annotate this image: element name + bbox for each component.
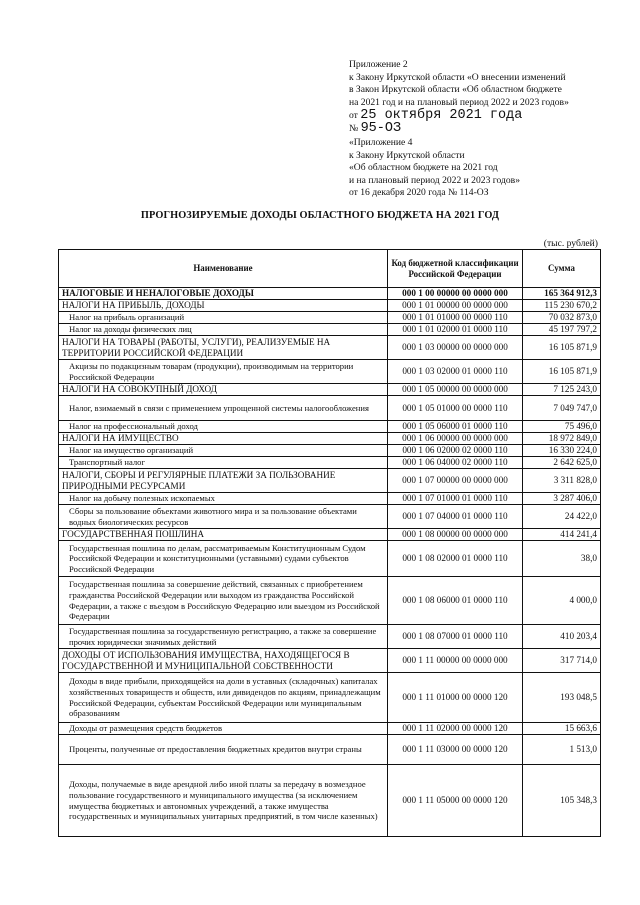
row-name: НАЛОГИ НА ИМУЩЕСТВО <box>59 433 388 445</box>
row-code: 000 1 06 02000 02 0000 110 <box>388 445 523 457</box>
row-code: 000 1 03 02000 01 0000 110 <box>388 360 523 384</box>
units-label: (тыс. рублей) <box>543 238 598 249</box>
row-name: Транспортный налог <box>59 457 388 469</box>
table-row <box>59 673 601 723</box>
row-sum: 410 203,4 <box>523 625 601 649</box>
row-name: Налог на добычу полезных ископаемых <box>59 493 388 505</box>
table-row <box>59 324 601 336</box>
row-code: 000 1 08 06000 01 0000 110 <box>388 577 523 625</box>
row-name: НАЛОГИ НА СОВОКУПНЫЙ ДОХОД <box>59 384 388 396</box>
table-row <box>59 493 601 505</box>
column-header-code: Код бюджетной классификации Российской Федерации <box>388 250 523 288</box>
row-code: 000 1 01 01000 00 0000 110 <box>388 312 523 324</box>
document-title: ПРОГНОЗИРУЕМЫЕ ДОХОДЫ ОБЛАСТНОГО БЮДЖЕТА НА 2021 ГОД <box>140 210 500 221</box>
row-code: 000 1 11 01000 00 0000 120 <box>388 673 523 723</box>
row-code: 000 1 01 00000 00 0000 000 <box>388 300 523 312</box>
row-sum: 15 663,6 <box>523 723 601 735</box>
row-sum: 115 230 670,2 <box>523 300 601 312</box>
row-name: Налог, взимаемый в связи с применением упрощенной системы налогообложения <box>59 396 388 421</box>
header-line: на 2021 год и на плановый период 2022 и 2023 годов» <box>349 96 569 108</box>
row-sum: 317 714,0 <box>523 649 601 673</box>
document-header <box>349 59 629 200</box>
row-name: Сборы за пользование объектами животного мира и за пользование объектами водных биологических ресурсов <box>59 505 388 529</box>
row-name: Налог на доходы физических лиц <box>59 324 388 336</box>
date-value: 25 октября 2021 года <box>360 108 523 123</box>
table-header-row <box>59 250 601 288</box>
row-sum: 414 241,4 <box>523 529 601 541</box>
row-name: Налог на прибыль организаций <box>59 312 388 324</box>
date-prefix: от <box>349 110 358 121</box>
row-name: Доходы в виде прибыли, приходящейся на доли в уставных (складочных) капиталах хозяйственных товариществ и обществ, или дивидендов по акциям, принадлежащим Российской Федерации, субъектам Российской Федерации или муниципальным образованиям <box>59 673 388 723</box>
row-code: 000 1 01 02000 01 0000 110 <box>388 324 523 336</box>
table-row <box>59 529 601 541</box>
row-code: 000 1 08 07000 01 0000 110 <box>388 625 523 649</box>
row-code: 000 1 11 05000 00 0000 120 <box>388 765 523 837</box>
number-value: 95-ОЗ <box>360 120 402 136</box>
table-row <box>59 505 601 529</box>
number-prefix: № <box>349 122 359 134</box>
table-row <box>59 765 601 837</box>
row-code: 000 1 07 01000 01 0000 110 <box>388 493 523 505</box>
row-name: ДОХОДЫ ОТ ИСПОЛЬЗОВАНИЯ ИМУЩЕСТВА, НАХОДЯЩЕГОСЯ В ГОСУДАРСТВЕННОЙ И МУНИЦИПАЛЬНОЙ СОБСТВЕННОСТИ <box>59 649 388 673</box>
row-code: 000 1 07 00000 00 0000 000 <box>388 469 523 493</box>
row-code: 000 1 08 00000 00 0000 000 <box>388 529 523 541</box>
row-code: 000 1 11 02000 00 0000 120 <box>388 723 523 735</box>
row-code: 000 1 11 00000 00 0000 000 <box>388 649 523 673</box>
table-row <box>59 336 601 360</box>
table-row <box>59 723 601 735</box>
table-row <box>59 541 601 577</box>
table-row <box>59 360 601 384</box>
row-sum: 193 048,5 <box>523 673 601 723</box>
row-sum: 45 197 797,2 <box>523 324 601 336</box>
row-sum: 38,0 <box>523 541 601 577</box>
header-line: к Закону Иркутской области <box>349 149 465 161</box>
row-code: 000 1 11 03000 00 0000 120 <box>388 735 523 765</box>
table-row <box>59 384 601 396</box>
row-code: 000 1 05 06000 01 0000 110 <box>388 421 523 433</box>
row-name: НАЛОГИ НА ПРИБЫЛЬ, ДОХОДЫ <box>59 300 388 312</box>
row-name: Налог на имущество организаций <box>59 445 388 457</box>
row-sum: 3 287 406,0 <box>523 493 601 505</box>
table-row <box>59 445 601 457</box>
header-line: от 16 декабря 2020 года № 114-ОЗ <box>349 187 489 198</box>
row-code: 000 1 03 00000 00 0000 000 <box>388 336 523 360</box>
row-name: Государственная пошлина за совершение действий, связанных с приобретением гражданства Российской Федерации или выходом из гражданства Российской Федерации, а также с въездом в Российскую Федерацию или выездом из Российской Федерации <box>59 577 388 625</box>
table-row <box>59 577 601 625</box>
row-name: Проценты, полученные от предоставления бюджетных кредитов внутри страны <box>59 735 388 765</box>
table-row <box>59 421 601 433</box>
row-sum: 16 330 224,0 <box>523 445 601 457</box>
column-header-sum: Сумма <box>523 250 601 288</box>
row-sum: 3 311 828,0 <box>523 469 601 493</box>
header-line: к Закону Иркутской области «О внесении изменений <box>349 71 566 83</box>
header-line: Приложение 2 <box>349 59 408 70</box>
row-code: 000 1 07 04000 01 0000 110 <box>388 505 523 529</box>
row-name: Доходы, получаемые в виде арендной либо иной платы за передачу в возмездное пользование государственного и муниципального имущества (за исключением имущества бюджетных и автономных учреждений, а также имущества государственных и муниципальных унитарных предприятий, в том числе казенных) <box>59 765 388 837</box>
table-row <box>59 300 601 312</box>
table-row <box>59 625 601 649</box>
revenue-table <box>58 249 601 837</box>
column-header-name: Наименование <box>59 250 388 288</box>
row-sum: 18 972 849,0 <box>523 433 601 445</box>
row-sum: 16 105 871,9 <box>523 360 601 384</box>
row-name: Доходы от размещения средств бюджетов <box>59 723 388 735</box>
row-name: Государственная пошлина за государственную регистрацию, а также за совершение прочих юридически значимых действий <box>59 625 388 649</box>
header-line: в Закон Иркутской области «Об областном бюджете <box>349 84 562 95</box>
row-code: 000 1 06 00000 00 0000 000 <box>388 433 523 445</box>
row-sum: 105 348,3 <box>523 765 601 837</box>
row-sum: 16 105 871,9 <box>523 336 601 360</box>
row-sum: 165 364 912,3 <box>523 288 601 300</box>
row-name: НАЛОГИ, СБОРЫ И РЕГУЛЯРНЫЕ ПЛАТЕЖИ ЗА ПОЛЬЗОВАНИЕ ПРИРОДНЫМИ РЕСУРСАМИ <box>59 469 388 493</box>
table-row <box>59 649 601 673</box>
row-name: Акцизы по подакцизным товарам (продукции), производимым на территории Российской Федерации <box>59 360 388 384</box>
table-body <box>59 288 601 837</box>
row-sum: 4 000,0 <box>523 577 601 625</box>
row-name: НАЛОГОВЫЕ И НЕНАЛОГОВЫЕ ДОХОДЫ <box>59 288 388 300</box>
table-row <box>59 433 601 445</box>
table-row <box>59 288 601 300</box>
row-name: Налог на профессиональный доход <box>59 421 388 433</box>
row-sum: 7 125 243,0 <box>523 384 601 396</box>
row-sum: 70 032 873,0 <box>523 312 601 324</box>
row-sum: 1 513,0 <box>523 735 601 765</box>
law-number <box>349 120 629 136</box>
header-line: «Об областном бюджете на 2021 год <box>349 162 498 173</box>
row-name: ГОСУДАРСТВЕННАЯ ПОШЛИНА <box>59 529 388 541</box>
table-row <box>59 735 601 765</box>
row-sum: 2 642 625,0 <box>523 457 601 469</box>
header-line: и на плановый период 2022 и 2023 годов» <box>349 174 520 186</box>
row-code: 000 1 05 00000 00 0000 000 <box>388 384 523 396</box>
row-code: 000 1 08 02000 01 0000 110 <box>388 541 523 577</box>
row-code: 000 1 06 04000 02 0000 110 <box>388 457 523 469</box>
table-row <box>59 312 601 324</box>
table-row <box>59 457 601 469</box>
row-sum: 7 049 747,0 <box>523 396 601 421</box>
row-name: Государственная пошлина по делам, рассматриваемым Конституционным Судом Российской Федерации и конституционными (уставными) судами субъектов Российской Федерации <box>59 541 388 577</box>
header-line: «Приложение 4 <box>349 137 413 148</box>
row-code: 000 1 00 00000 00 0000 000 <box>388 288 523 300</box>
table-row <box>59 469 601 493</box>
row-sum: 24 422,0 <box>523 505 601 529</box>
row-code: 000 1 05 01000 00 0000 110 <box>388 396 523 421</box>
table-row <box>59 396 601 421</box>
row-name: НАЛОГИ НА ТОВАРЫ (РАБОТЫ, УСЛУГИ), РЕАЛИЗУЕМЫЕ НА ТЕРРИТОРИИ РОССИЙСКОЙ ФЕДЕРАЦИИ <box>59 336 388 360</box>
row-sum: 75 496,0 <box>523 421 601 433</box>
